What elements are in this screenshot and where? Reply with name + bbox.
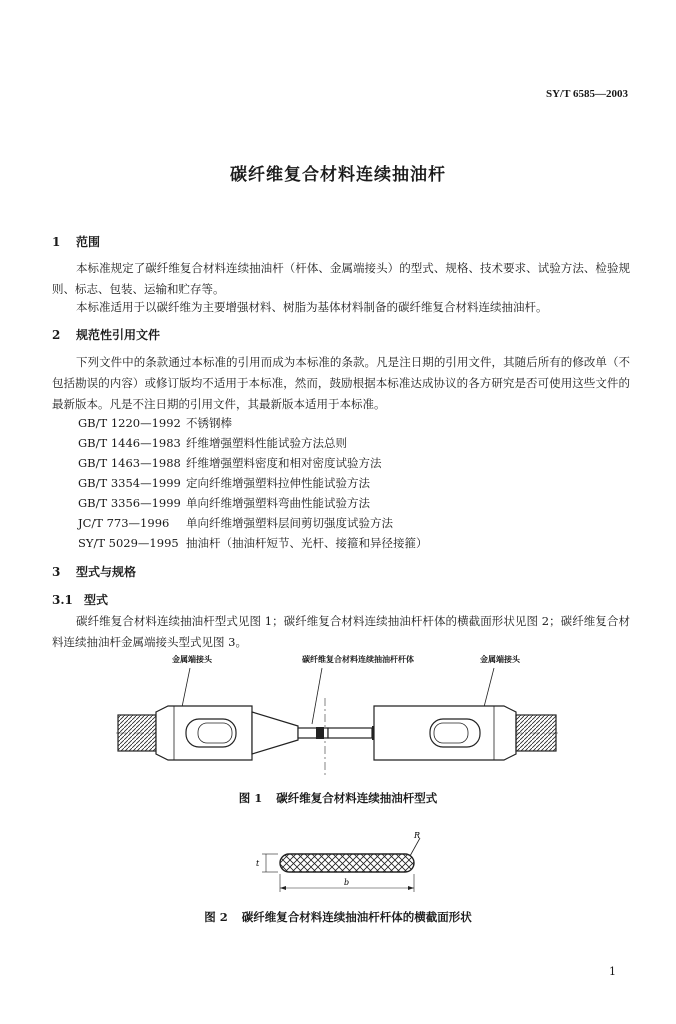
reference-name: 定向纤维增强塑料拉伸性能试验方法	[186, 476, 370, 490]
reference-name: 单向纤维增强塑料层间剪切强度试验方法	[186, 516, 393, 530]
reference-item	[78, 455, 382, 471]
reference-code: GB/T 1463—1988	[78, 456, 181, 470]
section-number: 2	[52, 328, 61, 342]
figure-1-label-right-end: 金属端接头	[480, 654, 520, 664]
section-3-heading	[52, 563, 136, 580]
reference-code: GB/T 1220—1992	[78, 416, 181, 430]
reference-item	[78, 495, 370, 511]
reference-code: GB/T 3356—1999	[78, 496, 181, 510]
section-title: 范围	[76, 235, 101, 249]
reference-name: 纤维增强塑料密度和相对密度试验方法	[186, 456, 382, 470]
document-title: 碳纤维复合材料连续抽油杆	[230, 165, 446, 185]
section-1-heading	[52, 233, 100, 250]
reference-code: JC/T 773—1996	[78, 516, 170, 530]
section-1-paragraph-1: 本标准规定了碳纤维复合材料连续抽油杆（杆体、金属端接头）的型式、规格、技术要求、试验方法、检验规则、标志、包装、运输和贮存等。	[52, 261, 630, 296]
section-2-paragraph-1: 下列文件中的条款通过本标准的引用而成为本标准的条款。凡是注日期的引用文件，其随后所有的修改单（不包括勘误的内容）或修订版均不适用于本标准，然而，鼓励根据本标准达成协议的各方研究是否可使用这些文件的最新版本。凡是不注日期的引用文件，其最新版本适用于本标准。	[52, 355, 630, 411]
reference-item	[78, 535, 428, 551]
page-number: 1	[609, 965, 616, 978]
reference-name: 单向纤维增强塑料弯曲性能试验方法	[186, 496, 370, 510]
section-number: 1	[52, 235, 61, 249]
figure-number: 图 1	[238, 791, 263, 805]
figure-number: 图 2	[204, 910, 228, 924]
section-3-1-paragraph-1: 碳纤维复合材料连续抽油杆型式见图 1；碳纤维复合材料连续抽油杆杆体的横截面形状见图 2；碳纤维复合材料连续抽油杆金属端接头型式见图 3。	[52, 614, 630, 649]
reference-code: SY/T 5029—1995	[78, 536, 179, 550]
figure-2-caption	[0, 909, 676, 925]
figure-caption-text: 碳纤维复合材料连续抽油杆杆体的横截面形状	[241, 910, 472, 924]
reference-item	[78, 515, 393, 531]
figure-1-caption	[0, 790, 676, 806]
section-2-heading	[52, 326, 160, 343]
reference-item	[78, 475, 370, 491]
reference-name: 不锈钢棒	[186, 416, 232, 430]
figure-1-label-left-end: 金属端接头	[172, 654, 212, 664]
figure-2-drawing	[248, 832, 424, 906]
reference-name: 抽油杆（抽油杆短节、光杆、接箍和异径接箍）	[186, 536, 428, 550]
section-title: 规范性引用文件	[76, 328, 161, 342]
section-title: 型式与规格	[76, 565, 137, 579]
figure-caption-text: 碳纤维复合材料连续抽油杆型式	[276, 791, 438, 805]
reference-code: GB/T 1446—1983	[78, 436, 181, 450]
reference-item	[78, 435, 347, 451]
figure-1-drawing	[112, 652, 564, 784]
reference-item	[78, 415, 232, 431]
standard-code: SY/T 6585—2003	[545, 88, 628, 100]
dimension-t-label: t	[256, 859, 260, 868]
section-number: 3.1	[52, 593, 73, 607]
figure-1-label-rod-body: 碳纤维复合材料连续抽油杆杆体	[302, 654, 414, 664]
section-number: 3	[52, 565, 61, 579]
reference-code: GB/T 3354—1999	[78, 476, 181, 490]
dimension-r-label: R	[414, 832, 421, 840]
section-title: 型式	[84, 593, 109, 607]
reference-name: 纤维增强塑料性能试验方法总则	[186, 436, 347, 450]
section-1-paragraph-2: 本标准适用于以碳纤维为主要增强材料、树脂为基体材料制备的碳纤维复合材料连续抽油杆。	[76, 300, 548, 314]
section-3-1-heading	[52, 591, 108, 608]
dimension-b-label: b	[344, 878, 350, 887]
